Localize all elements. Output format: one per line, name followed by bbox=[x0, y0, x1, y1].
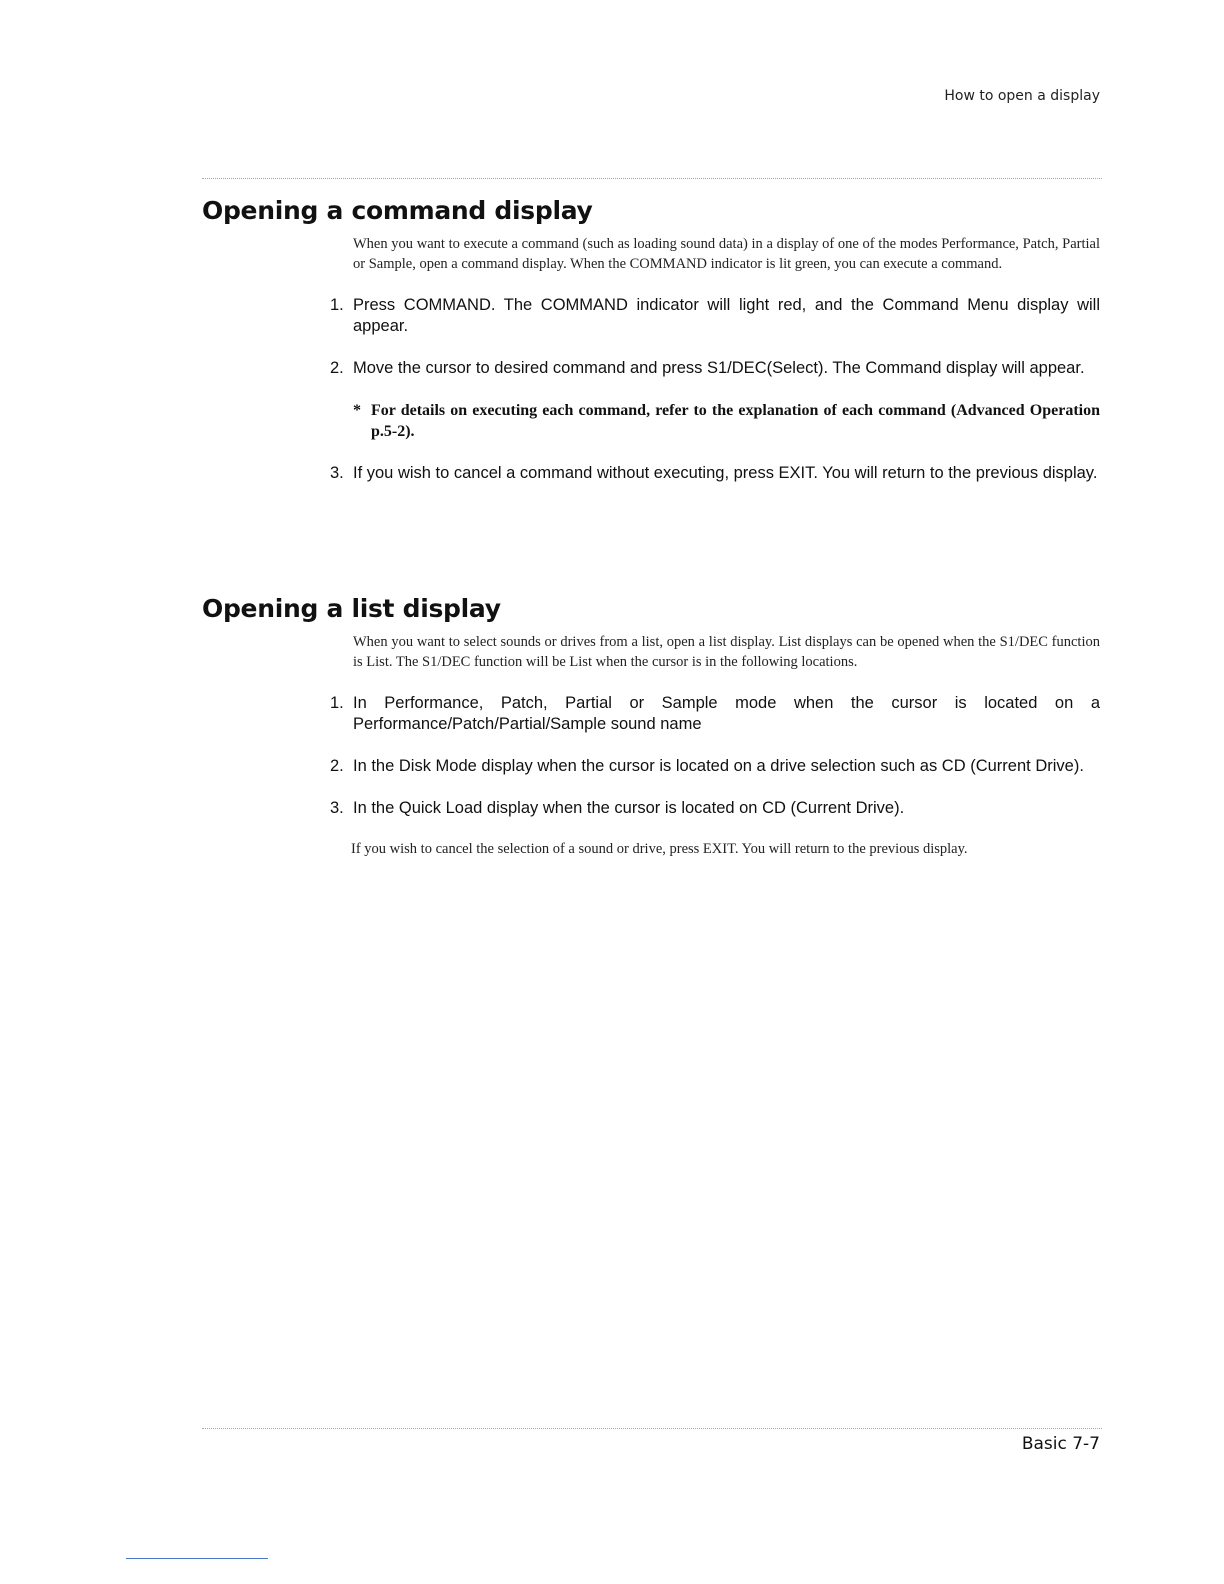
step-text: If you wish to cancel a command without executing, press EXIT. You will return to the previous display. bbox=[353, 464, 1098, 482]
section-intro: When you want to execute a command (such as loading sound data) in a display of one of the modes Performance, Patch, Partial or Sample, open a command display. When the COMMAND indicator is lit green, you can execute a command. bbox=[353, 236, 1100, 272]
step-number: 2. bbox=[330, 359, 344, 377]
step-text: In the Quick Load display when the cursor is located on CD (Current Drive). bbox=[353, 799, 905, 817]
step-number: 3. bbox=[330, 464, 344, 482]
step-text: Press COMMAND. The COMMAND indicator will light red, and the Command Menu display will appear. bbox=[353, 296, 1100, 335]
list-item bbox=[330, 463, 1100, 484]
closing-text: If you wish to cancel the selection of a sound or drive, press EXIT. You will return to the previous display. bbox=[351, 841, 968, 857]
corner-rule bbox=[126, 1558, 268, 1559]
step-list bbox=[330, 693, 1100, 819]
step-number: 2. bbox=[330, 757, 344, 775]
list-item bbox=[330, 358, 1100, 379]
list-item bbox=[330, 798, 1100, 819]
page-number: Basic 7-7 bbox=[1021, 1434, 1100, 1454]
section-body-list-display bbox=[330, 632, 1100, 859]
step-number: 3. bbox=[330, 799, 344, 817]
list-item bbox=[330, 756, 1100, 777]
step-text: In Performance, Patch, Partial or Sample mode when the cursor is located on a Performance/Patch/Partial/Sample sound name bbox=[353, 694, 1100, 733]
list-item bbox=[330, 295, 1100, 337]
asterisk-icon: * bbox=[353, 402, 361, 419]
section-intro: When you want to select sounds or drives from a list, open a list display. List displays can be opened when the S1/DEC function is List. The S1/DEC function will be List when the cursor is in the following locations. bbox=[353, 634, 1100, 670]
section-body-command-display bbox=[330, 234, 1100, 484]
list-item bbox=[330, 693, 1100, 735]
step-list bbox=[330, 463, 1100, 484]
top-divider bbox=[202, 178, 1102, 179]
step-number: 1. bbox=[330, 694, 344, 712]
running-head: How to open a display bbox=[944, 88, 1100, 104]
section-title-list-display: Opening a list display bbox=[202, 594, 501, 623]
bottom-divider bbox=[202, 1428, 1102, 1429]
step-text: In the Disk Mode display when the cursor is located on a drive selection such as CD (Current Drive). bbox=[353, 757, 1084, 775]
note bbox=[353, 400, 1100, 442]
step-number: 1. bbox=[330, 296, 344, 314]
section-title-command-display: Opening a command display bbox=[202, 196, 593, 225]
note-text: For details on executing each command, refer to the explanation of each command (Advanced Operation p.5-2). bbox=[371, 402, 1100, 440]
step-list bbox=[330, 295, 1100, 379]
step-text: Move the cursor to desired command and press S1/DEC(Select). The Command display will appear. bbox=[353, 359, 1085, 377]
